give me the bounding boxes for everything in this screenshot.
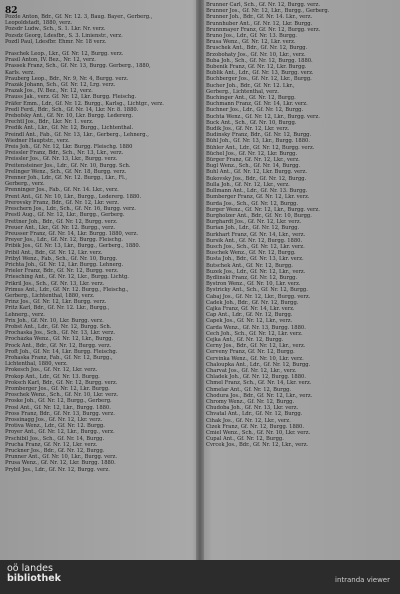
right-column bbox=[206, 2, 394, 449]
directory-entry: Bugl Wenz., Sch., Gf. Nr. 14, Burgg. bbox=[206, 163, 301, 170]
directory-entry: Pribyl Wenz., Fab., Sch., Gf. Nr. 10, Burgg. bbox=[5, 255, 118, 262]
directory-entry: Preindl Ant., Fab., Gf. Nr. 13, Lkr., Gerberg., Lehnerg., bbox=[5, 131, 149, 138]
directory-entry: Pruckner Jos., Bdr., Gf. Nr. 12, Burgg. bbox=[5, 448, 105, 455]
directory-entry: Brunnhuber Ant., Gf. Nr. 12, Lkr. Burgg. bbox=[206, 20, 313, 27]
directory-entry: Prikril Jos., Sch., Gf. Nr. 13, Lkr. verz. bbox=[5, 280, 105, 287]
directory-entry: Chudoba Joh., Gf. Nr. 13, Lkr. verz. bbox=[206, 405, 299, 412]
directory-entry: Prybil Jos., Ldr., Gf. Nr. 12, Burgg. verz. bbox=[5, 466, 110, 473]
directory-entry: Cervinka Wenz., Gf. Nr. 10, Lkr. verz. bbox=[206, 355, 304, 362]
directory-entry: Prettner Joh., Bdr., Gf. Nr. 12, Burgg. verz. bbox=[5, 218, 118, 225]
directory-entry: Chmelar Ant., Gf. Nr. 12, Burgg. bbox=[206, 386, 292, 393]
directory-entry: Bydlinski Franz, Gf. Nr. 12, Burgg. bbox=[206, 274, 298, 281]
directory-entry: Cadek Joh., Bdr., Gf. Nr. 12, Burgg. bbox=[206, 299, 299, 306]
directory-entry: Burger Wenz., Gf. Nr. 12, Lkr., Burgg. verz. bbox=[206, 206, 320, 213]
directory-entry: Preitensteiner Jos., Ldr., Gf. Nr. 10, Burgg. Sch. bbox=[5, 162, 131, 169]
directory-entry: Prohaska Franz, Fab., Gf. Nr. 12, Burgg., bbox=[5, 354, 113, 361]
directory-entry: Prschibil Jos., Sch., Gf. Nr. 14, Burgg. bbox=[5, 435, 105, 442]
directory-entry: Budinsky Franz, Bdr., Gf. Nr. 12, Burgg. bbox=[206, 132, 312, 139]
directory-entry: Preissler Jos., Gf. Nr. 13, Lkr., Burgg. verz. bbox=[5, 156, 118, 163]
page-gutter bbox=[196, 0, 204, 560]
directory-entry: Promberger Jos., Gf. Nr. 12, Lkr. Burgg. bbox=[5, 385, 110, 392]
directory-entry: Prerovsky Franz, Bdr., Gf. Nr. 12, Lkr. verz. bbox=[5, 199, 119, 206]
directory-entry: Prokesch Jos., Gf. Nr. 12, Lkr. verz. bbox=[5, 367, 98, 374]
directory-entry: Prucha Franz, Gf. Nr. 12, Lkr. verz. bbox=[5, 441, 98, 448]
directory-entry: Bublik Ant., Ldr., Gf. Nr. 13, Burgg. verz. bbox=[206, 70, 314, 77]
directory-entry: Prazak Jos., IV. Bez., Nr. 12, verz. bbox=[5, 88, 93, 95]
directory-entry: Gerberg., Lichtenthal, 1880, verz. bbox=[5, 292, 95, 299]
directory-entry: Bystricky Ant., Sch., Gf. Nr. 12, Burgg. bbox=[206, 287, 308, 294]
directory-entry: Bruno Jos., Ldr., Gf. Nr. 13. Burgg. bbox=[206, 33, 297, 40]
directory-entry: Cejka Ant., Gf. Nr. 12, Burgg. bbox=[206, 336, 284, 343]
directory-entry: Predik Ant., Lkr., Gf. Nr. 12, Burgg., Lichtenthal. bbox=[5, 125, 134, 132]
directory-entry: Prichta Joh., Gf. Nr. 12, Lkr. Burgg. Lehnerg. bbox=[5, 261, 124, 268]
directory-entry: Buhl Ant., Gf. Nr. 12, Lkr. Burgg. verz. bbox=[206, 169, 307, 176]
directory-entry: Brusa Wenz., Gf. Nr. 12, Lkr. verz. bbox=[206, 39, 296, 46]
directory-entry: Bruschek Ant., Bdr., Gf. Nr. 12, Burgg. bbox=[206, 45, 308, 52]
directory-entry: Prechtl Jos., Bdr., Lkr. Nr. 1. verz. bbox=[5, 119, 94, 126]
directory-entry: Capek Jos., Gf. Nr. 12, Lkr., verz. bbox=[206, 318, 293, 325]
directory-entry: Buck Ant., Sch., Gf. Nr. 10, Burgg. bbox=[206, 119, 297, 126]
directory-entry: Burkhart Franz, Gf. Nr. 14, Lkr., verz. bbox=[206, 231, 306, 238]
directory-entry: Prock Ant., Bdr., Gf. Nr. 12, Burgg. verz. bbox=[5, 342, 112, 349]
left-column bbox=[5, 14, 195, 473]
viewer-credit[interactable]: intranda viewer bbox=[335, 576, 390, 584]
directory-entry: Brunner Jos., Gf. Nr. 12, Lkr., Burgg., Gerberg. bbox=[206, 8, 330, 15]
directory-entry: Buschek Wenz., Gf. Nr. 12, Burgg. bbox=[206, 250, 296, 257]
directory-entry: Buchinger Ant., Gf. Nr. 12, Burgg. bbox=[206, 95, 296, 102]
directory-entry: Cech Joh., Sch., Gf. Nr. 12, Lkr. verz. bbox=[206, 330, 303, 337]
directory-entry: Chvatal Ant., Ldr., Gf. Nr. 12, Burgg. bbox=[206, 411, 303, 418]
directory-entry: Predl Ferd., Bdr., Sch., Gf. Nr. 14, Lkr. Nr. 8. 1880. bbox=[5, 106, 139, 113]
directory-entry: Prelinger Wenz., Sch., Gf. Nr. 18, Burgg. verz. bbox=[5, 168, 127, 175]
directory-entry: Prent Ant., Gf. Nr. 10, Lkr., Burgg., Ledererg. 1880. bbox=[5, 193, 142, 200]
directory-entry: Prebofsky Ant., Gf. Nr. 10, Lkr. Burgg. Ledererg. bbox=[5, 113, 133, 120]
directory-entry: Prauss Jak., verz. Gf. Nr. 12, Lkr. Burgg. Fleischg. bbox=[5, 94, 137, 101]
directory-entry: Burgholzer Ant., Bdr., Gf. Nr. 10, Burgg. bbox=[206, 212, 312, 219]
directory-entry: Preyer Jos., Ldr., Gf. Nr. 12, Burgg. Fleischg. bbox=[5, 237, 123, 244]
directory-entry: Burian Joh., Ldr., Gf. Nr. 12, Burgg. bbox=[206, 225, 300, 232]
directory-entry: Brunner Joh., Bdr., Gf. Nr. 14. Lkr., verz. bbox=[206, 14, 313, 21]
directory-entry: Cihak Jos., Gf. Nr. 12, Lkr., verz. bbox=[206, 417, 291, 424]
directory-entry: Chladek Joh., Gf. Nr. 12, Burgg. 1880. bbox=[206, 374, 306, 381]
directory-entry: Prochaska Jos., Sch., Gf. Nr. 13, Lkr. verz. bbox=[5, 330, 116, 337]
directory-entry: Primus Ant., Ldr., Gf. Nr. 12. Burgg., Fleischg., bbox=[5, 286, 129, 293]
directory-entry: Cmiel Wenz., Sch., Gf. Nr. 10, Lkr. verz. bbox=[206, 430, 311, 437]
directory-entry: Prosl Ant., Gf. Nr. 12, Lkr., Burgg. 1880. bbox=[5, 404, 111, 411]
directory-entry: Preis Joh., Gf. Nr. 12, Lkr. Burgg. Fleischg. 1880 bbox=[5, 144, 133, 151]
directory-entry: Busta Joh., Bdr., Gf. Nr. 13, Lkr. verz. bbox=[206, 256, 304, 263]
directory-entry: Prusa Wenz., Gf. Nr. 12, Lkr. Burgg. 1880. bbox=[5, 460, 116, 467]
directory-entry: Buchner Jos., Ldr., Gf. Nr. 12, Burgg. bbox=[206, 107, 304, 114]
directory-entry: Buchmann Franz, Gf. Nr. 14, Lkr. verz. bbox=[206, 101, 308, 108]
directory-entry: Bystron Wenz., Gf. Nr. 10, Lkr. verz. bbox=[206, 281, 301, 288]
directory-entry: Präfer Emm., Ldr., Gf. Nr. 12. Burgg., Karlsg., Lichtgr., verz. bbox=[5, 100, 164, 107]
library-logo[interactable] bbox=[7, 564, 61, 584]
directory-entry: Gerberg., verz. bbox=[5, 181, 45, 188]
directory-entry: Prauberg Leop., Bdr., Nr. 9, Nr. 4, Burgg. verz. bbox=[5, 75, 129, 82]
directory-entry: Chodura Jos., Bdr., Gf. Nr. 12, Lkr., verz. bbox=[206, 392, 313, 399]
directory-entry: Lichtenthal, 1880, verz. bbox=[5, 361, 68, 368]
directory-entry: Praschek Leop., Lkr., Gf. Nr. 12, Burgg. verz. bbox=[5, 51, 124, 58]
directory-entry: Proschek Wenz., Sch., Gf. Nr. 10, Lkr. verz. bbox=[5, 392, 119, 399]
logo-line-1: oö landes bbox=[7, 563, 53, 574]
directory-entry: Bucher Joh., Bdr., Gf. Nr. 12. Lkr., bbox=[206, 82, 295, 89]
directory-entry: Bulla Joh., Gf. Nr. 12, Lkr., verz. bbox=[206, 181, 290, 188]
directory-entry: Prestl Aug., Gf. Nr. 12, Lkr., Burgg., Gerberg. bbox=[5, 212, 125, 219]
directory-entry: Protiva Wenz., Ldr., Gf. Nr. 12. Burgg. bbox=[5, 423, 105, 430]
directory-entry: Proksch Karl, Bdr., Gf. Nr. 12, Burgg. verz. bbox=[5, 379, 118, 386]
directory-entry: Cabaj Jos., Gf. Nr. 12, Lkr., Burgg. verz. bbox=[206, 293, 311, 300]
directory-entry: Pozsdz Georg, Ldesfbr., S. 3. Linienstr., verz. bbox=[5, 32, 123, 39]
directory-entry: Cerveny Franz, Gf. Nr. 12, Burgg. bbox=[206, 349, 295, 356]
directory-entry: Bukovsky Jos., Bdr., Gf. Nr. 12, Burgg. bbox=[206, 175, 307, 182]
directory-entry: Procházka Wenz., Gf. Nr. 12, Lkr., Burgg. bbox=[5, 336, 114, 343]
directory-entry: Pribik Jos., Gf. Nr. 13, Lkr., Burgg., Gerberg., 1880. bbox=[5, 243, 141, 250]
directory-entry: Preschern Jos., Ldr., Sch., Gf. Nr. 16, Burgg. verz. bbox=[5, 206, 136, 213]
directory-entry: Bullmann Ant., Ldr., Gf. Nr. 13. Burgg. bbox=[206, 188, 308, 195]
directory-entry: Brzobohaty Jos., Gf. Nr. 10, Lkr., verz. bbox=[206, 51, 306, 58]
directory-entry: Proft Joh., Gf. Nr. 14, Lkr. Burgg. Fleischg. bbox=[5, 348, 118, 355]
directory-entry: Pross Franz, Bdr., Gf. Nr. 13, Burgg. verz. bbox=[5, 410, 115, 417]
directory-entry: Leopoldstadt, 1880, verz. bbox=[5, 20, 72, 27]
directory-entry: Chmel Franz, Sch., Gf. Nr. 14, Lkr. verz. bbox=[206, 380, 312, 387]
directory-entry: Cerny Jos., Bdr., Gf. Nr. 12, Lkr., verz. bbox=[206, 343, 306, 350]
directory-entry: Cap Ant., Ldr., Gf. Nr. 12, Burgg. bbox=[206, 312, 293, 319]
page-number: 82 bbox=[5, 6, 18, 16]
directory-entry: Proske Joh., Gf. Nr. 12, Burgg., Gerberg. bbox=[5, 398, 112, 405]
directory-entry: Cupal Ant., Gf. Nr. 12, Burgg. bbox=[206, 436, 284, 443]
directory-entry: Pozde Anton, Bdr., Gf. Nr. 12. 3, Baug. Bayer., Gerberg., bbox=[5, 14, 153, 20]
directory-entry: Bumberger Franz, Gf. Nr. 12, Lkr. verz. bbox=[206, 194, 310, 201]
directory-entry: Buzek Jos., Ldr., Gf. Nr. 12, Lkr., verz. bbox=[206, 268, 306, 275]
directory-entry: Karls. verz. bbox=[5, 69, 35, 76]
directory-entry: Cizek Franz, Gf. Nr. 12, Burgg. 1880. bbox=[206, 423, 305, 430]
directory-entry: Prokop Ant., Ldr., Gf. Nr. 13. Burgg. bbox=[5, 373, 100, 380]
directory-entry: Gerberg., Lichtenthal, verz. bbox=[206, 88, 280, 95]
directory-entry: Prazák Johann, Sch., Gf. Nr. 12, Lrg. verz. bbox=[5, 82, 116, 89]
directory-entry: Priesching Ant., Gf. Nr. 12, Lkr., Burgg. Lichtg. bbox=[5, 274, 129, 281]
directory-entry: Büchel Jos., Gf. Nr. 12, Lkr. Burgg. bbox=[206, 150, 298, 157]
directory-entry: Wiedner Hauptstr., verz. bbox=[5, 137, 70, 144]
directory-entry: Busch Jos., Sch., Gf. Nr. 12, Lkr. verz. bbox=[206, 243, 305, 250]
directory-entry: Prunner Ant., Gf. Nr. 10, Lkr., Burgg. verz. bbox=[5, 454, 118, 461]
logo-line-2: bibliothek bbox=[7, 573, 61, 584]
directory-entry: Pribil Ant., Bdr., Gf. Nr. 12, Lkr. verz. bbox=[5, 249, 103, 256]
directory-entry: Buba Joh., Sch., Gf. Nr. 12, Burgg. 1880. bbox=[206, 57, 313, 64]
directory-entry: Preusser Franz, Gf. Nr. 14, Lkr. Burgg. 1880, verz. bbox=[5, 230, 138, 237]
directory-entry: Chaloupka Ant., Ldr., Gf. Nr. 12, Burgg. bbox=[206, 361, 311, 368]
directory-entry: Butschek Ant., Gf. Nr. 12, Burgg. bbox=[206, 262, 293, 269]
directory-entry: Pritz Karl, Bdr., Gf. Nr. 12. Lkr., Burgg., bbox=[5, 305, 110, 312]
directory-entry: Prossinagg Jos., Gf. Nr. 12, Lkr. verz. bbox=[5, 417, 103, 423]
directory-entry: Buchta Wenz., Gf. Nr. 12, Lkr., Burgg. verz. bbox=[206, 113, 320, 120]
directory-entry: Brunnmayer Franz, Gf. Nr. 12, Burgg. verz. bbox=[206, 26, 321, 33]
directory-entry: Burda Jos., Sch., Gf. Nr. 12, Burgg. bbox=[206, 200, 298, 207]
directory-entry: Preuer Ant., Lkr., Gf. Nr. 12. Burgg., verz. bbox=[5, 224, 116, 231]
directory-entry: Cajka Franz, Gf. Nr. 14, Lkr. verz. bbox=[206, 305, 295, 312]
directory-entry: Prinz Jos., Gf. Nr. 12, Lkr. Burgg. verz. bbox=[5, 299, 107, 306]
directory-entry: Bürger Franz, Gf. Nr. 12, Lkr., verz. bbox=[206, 157, 300, 164]
directory-entry: Bühler Ant., Ldr., Gf. Nr. 12, Burgg. verz. bbox=[206, 144, 315, 151]
directory-entry: Probst Ant., Ldr., Gf. Nr. 12, Burgg. Sch. bbox=[5, 323, 112, 330]
directory-entry: Charvat Jos., Gf. Nr. 12, Lkr., verz. bbox=[206, 367, 297, 374]
directory-entry: Pozsdr Ludw., Sch., S. 1. Lkr. Nr. verz. bbox=[5, 26, 106, 33]
directory-entry: Buchberger Jos., Gf. Nr. 12, Lkr., Burgg. bbox=[206, 76, 312, 83]
directory-entry: Burghardt Jos., Gf. Nr. 12, Lkr. verz. bbox=[206, 219, 302, 226]
directory-entry: Chromy Wenz., Gf. Nr. 12, Burgg. bbox=[206, 399, 295, 405]
directory-entry: Budik Jos., Gf. Nr. 12, Lkr. verz. bbox=[206, 126, 290, 133]
directory-entry: Bubenik Franz, Gf. Nr. 12, Lkr. Burgg. bbox=[206, 64, 307, 71]
directory-entry: Prieler Franz, Bdr., Gf. Nr. 12, Burgg. verz. bbox=[5, 268, 119, 275]
directory-entry: Cvrcek Jos., Bdr., Gf. Nr. 12, Lkr., verz. bbox=[206, 442, 309, 449]
directory-entry: Lehnerg., verz. bbox=[5, 311, 45, 318]
directory-entry: Prassek Franz, Sch., Gf. Nr. 13, Burgg. Gerberg., 1880, bbox=[5, 63, 151, 70]
directory-entry: Prix Joh., Gf. Nr. 10, Lkr. Burgg. verz. bbox=[5, 317, 104, 324]
directory-entry: Prasil Anton, IV. Bez., Nr. 12, verz. bbox=[5, 57, 96, 64]
directory-entry: Carda Wenz., Gf. Nr. 13, Burgg. 1880. bbox=[206, 324, 306, 331]
directory-entry: Brunner Carl, Sch., Gf. Nr. 12, Burgg. verz. bbox=[206, 2, 321, 8]
directory-entry: Proyer Ant., Gf. Nr. 12, Lkr., Burgg., verz. bbox=[5, 429, 115, 436]
directory-entry: Prenner Joh., Ldr., Gf. Nr. 12. Burgg., Lkr., Fl., bbox=[5, 175, 128, 182]
directory-entry: Bühl Joh., Gf. Nr. 13, Lkr., Burgg. 1880. bbox=[206, 138, 310, 145]
directory-entry: Bursik Ant., Gf. Nr. 12, Burgg. 1880. bbox=[206, 237, 303, 244]
directory-entry: Preissler Franz, Bdr., Sch., Nr. 13, Lkr., verz. bbox=[5, 150, 124, 157]
directory-entry: Pozdl Paul, Ldesfbr. Ehmr. Nr. 18 verz. bbox=[5, 38, 107, 45]
directory-entry: Prenninger Jos., Fab., Gf. Nr. 14. Lkr., verz. bbox=[5, 187, 119, 194]
